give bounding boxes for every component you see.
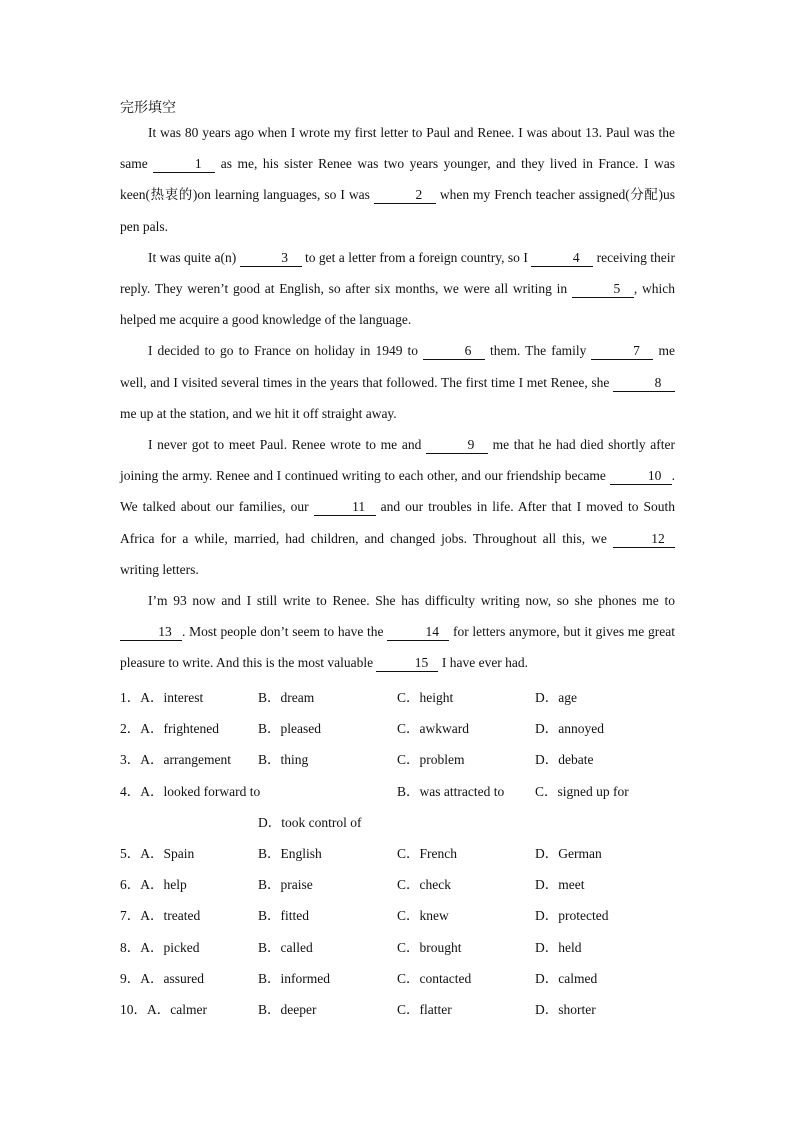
question-option-b[interactable]: B．deeper — [258, 1001, 317, 1017]
question-row — [120, 678, 720, 709]
question-option-c[interactable]: C．problem — [397, 752, 465, 768]
passage-text: I have ever had. — [438, 655, 529, 671]
passage-text: It was quite a(n) — [148, 249, 240, 265]
passage-text: I’m 93 now and I still write to Renee. She has difficulty writing now, so she phones me to — [148, 593, 675, 609]
passage-text: I decided to go to France on holiday in 1949 to — [148, 343, 423, 359]
cloze-passage — [120, 117, 675, 679]
question-option-a[interactable]: 9．A．assured — [120, 970, 204, 986]
question-option-a[interactable]: 10．A．calmer — [120, 1001, 207, 1017]
passage-text: when my French teacher assigned(分配)us pen pals. — [120, 187, 675, 234]
question-option-a[interactable]: 3．A．arrangement — [120, 752, 231, 768]
question-option-a[interactable]: 8．A．picked — [120, 939, 200, 955]
passage-text: to get a letter from a foreign country, so I — [301, 249, 532, 265]
answer-blank[interactable]: 5 — [572, 281, 634, 298]
question-option-d[interactable]: D．debate — [535, 752, 594, 768]
passage-paragraph — [120, 429, 675, 585]
question-option-c[interactable]: C．flatter — [397, 1001, 452, 1017]
question-row — [120, 865, 720, 896]
question-row — [120, 896, 720, 927]
question-option-b[interactable]: B．fitted — [258, 908, 309, 924]
answer-blank[interactable]: 8 — [613, 375, 675, 392]
answer-blank[interactable]: 4 — [531, 250, 593, 267]
question-row — [120, 834, 720, 865]
passage-text: , which helped me acquire a good knowledge of the language. — [120, 281, 675, 328]
question-option-d[interactable]: D．took control of — [258, 814, 362, 830]
answer-blank[interactable]: 15 — [376, 655, 438, 672]
question-option-c[interactable]: C．brought — [397, 939, 462, 955]
question-option-a[interactable]: 6．A．help — [120, 877, 187, 893]
passage-paragraph — [120, 585, 675, 679]
question-option-d[interactable]: D．held — [535, 939, 582, 955]
question-option-a[interactable]: 2．A．frightened — [120, 721, 219, 737]
question-row — [120, 709, 720, 740]
answer-blank[interactable]: 6 — [423, 343, 485, 360]
question-option-b[interactable]: B．informed — [258, 970, 330, 986]
question-option-c[interactable]: C．contacted — [397, 970, 472, 986]
question-option-a[interactable]: 1．A．interest — [120, 690, 204, 705]
answer-blank[interactable]: 10 — [610, 468, 672, 485]
question-option-a[interactable]: 4．A．looked forward to — [120, 783, 261, 799]
answer-blank[interactable]: 12 — [613, 531, 675, 548]
question-option-d[interactable]: D．meet — [535, 877, 585, 893]
passage-text: for letters anymore, but it gives me great pleasure to write. And this is the most valuable — [120, 624, 675, 671]
question-option-a[interactable]: 7．A．treated — [120, 908, 201, 924]
question-option-c[interactable]: C．awkward — [397, 721, 469, 737]
passage-text: writing letters. — [120, 561, 199, 577]
question-option-c[interactable]: C．check — [397, 877, 451, 893]
passage-text: . Most people don’t seem to have the — [182, 624, 388, 640]
question-option-b[interactable]: B．praise — [258, 877, 313, 893]
answer-blank[interactable]: 13 — [120, 624, 182, 641]
passage-text: and our troubles in life. After that I moved to South Africa for a while, married, had children, and changed jobs. Throughout all this, we — [120, 499, 675, 546]
question-option-d[interactable]: D．annoyed — [535, 721, 604, 737]
answer-blank[interactable]: 7 — [591, 343, 653, 360]
passage-text: as me, his sister Renee was two years younger, and they lived in France. I was keen(热衷的)on learning languages, so I was — [120, 156, 675, 203]
passage-text: . We talked about our families, our — [120, 468, 675, 515]
answer-blank[interactable]: 1 — [153, 156, 215, 173]
passage-text: I never got to meet Paul. Renee wrote to me and — [148, 437, 426, 453]
question-option-c[interactable]: C．knew — [397, 908, 449, 924]
passage-text: It was 80 years ago when I wrote my first letter to Paul and Renee. I was about 13. Paul was the same — [120, 125, 675, 172]
question-option-c[interactable]: C．signed up for — [535, 783, 629, 799]
question-option-d[interactable]: D．age — [535, 690, 577, 705]
question-option-b[interactable]: B．dream — [258, 690, 315, 705]
question-row — [120, 959, 720, 990]
question-option-a[interactable]: 5．A．Spain — [120, 845, 195, 861]
question-option-d[interactable]: D．protected — [535, 908, 609, 924]
passage-text: them. The family — [485, 343, 592, 359]
question-row — [120, 772, 720, 803]
question-row — [120, 928, 720, 959]
passage-text: me well, and I visited several times in the years that followed. The first time I met Renee, she — [120, 343, 675, 390]
question-row — [120, 740, 720, 771]
question-option-c[interactable]: C．French — [397, 845, 457, 861]
question-option-c[interactable]: C．height — [397, 690, 454, 705]
question-option-b[interactable]: B．was attracted to — [397, 783, 505, 799]
question-list — [120, 678, 720, 1021]
question-row — [120, 990, 720, 1021]
question-option-d[interactable]: D．German — [535, 845, 602, 861]
passage-paragraph — [120, 335, 675, 429]
passage-text: receiving their reply. They weren’t good at English, so after six months, we were all writing in — [120, 249, 676, 297]
question-row — [120, 803, 720, 834]
question-option-d[interactable]: D．calmed — [535, 970, 598, 986]
answer-blank[interactable]: 14 — [387, 624, 449, 641]
question-option-b[interactable]: B．pleased — [258, 721, 321, 737]
answer-blank[interactable]: 9 — [426, 437, 488, 454]
passage-text: me that he had died shortly after joining the army. Renee and I continued writing to each other, and our friendship became — [120, 437, 675, 484]
question-option-b[interactable]: B．English — [258, 845, 322, 861]
section-title: 完形填空 — [120, 100, 176, 116]
answer-blank[interactable]: 11 — [314, 499, 376, 516]
answer-blank[interactable]: 2 — [374, 187, 436, 204]
question-option-b[interactable]: B．thing — [258, 752, 309, 768]
passage-text: me up at the station, and we hit it off straight away. — [120, 405, 397, 421]
question-option-b[interactable]: B．called — [258, 939, 313, 955]
answer-blank[interactable]: 3 — [240, 250, 302, 267]
passage-paragraph — [120, 117, 675, 242]
passage-paragraph — [120, 242, 675, 336]
question-option-d[interactable]: D．shorter — [535, 1001, 596, 1017]
